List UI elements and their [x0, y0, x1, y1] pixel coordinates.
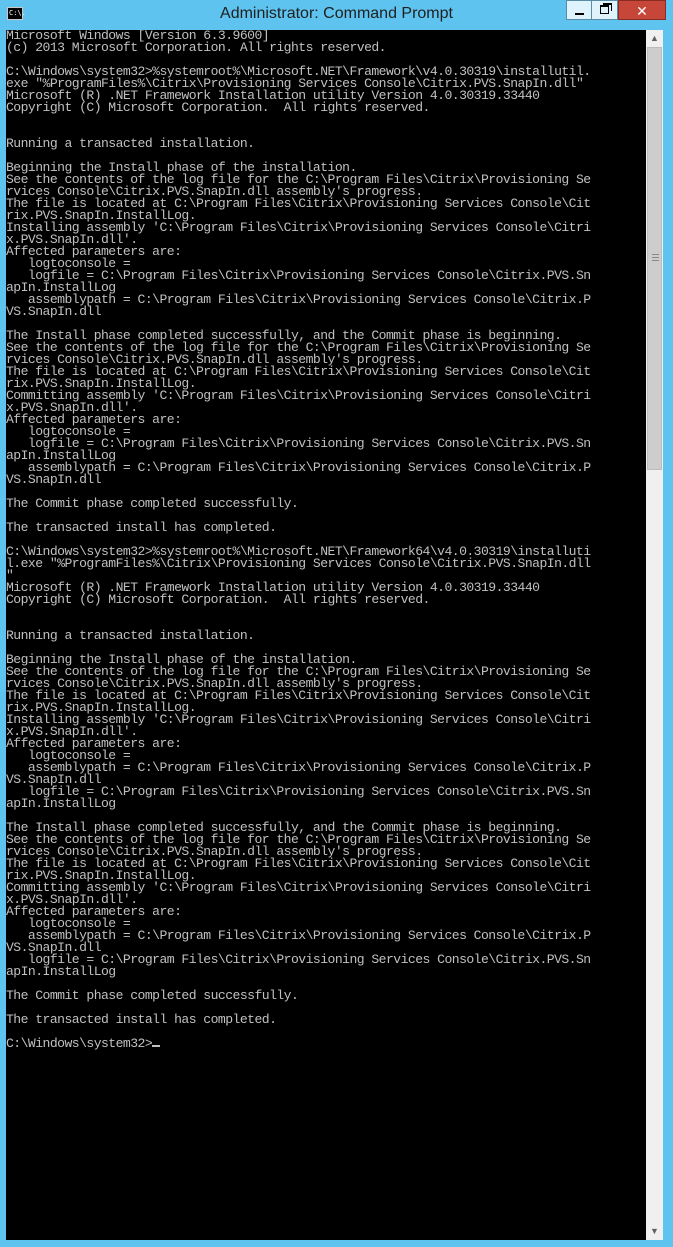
console-line: logtoconsole = — [27, 916, 131, 931]
console-line: The Install phase completed successfully, and the Commit phase is beginning. — [6, 328, 562, 343]
console-line: " — [6, 568, 14, 583]
restore-icon — [600, 5, 609, 14]
console-line: Beginning the Install phase of the installation. — [6, 652, 357, 667]
console-line: Microsoft (R) .NET Framework Installation utility Version 4.0.30319.33440 — [6, 580, 540, 595]
console-line: VS.SnapIn.dll — [6, 472, 101, 487]
console-line: apIn.InstallLog — [6, 448, 116, 463]
console-line: Affected parameters are: — [6, 736, 182, 751]
console-line: Installing assembly 'C:\Program Files\Citrix\Provisioning Services Console\Citri — [6, 220, 591, 235]
console-line: The Commit phase completed successfully. — [6, 496, 299, 511]
console-line: logtoconsole = — [27, 424, 131, 439]
title-bar[interactable] — [0, 0, 673, 30]
console-line: apIn.InstallLog — [6, 964, 116, 979]
console-line: Copyright (C) Microsoft Corporation. All rights reserved. — [6, 100, 430, 115]
console-prompt[interactable]: C:\Windows\system32> — [6, 1036, 153, 1051]
console-line: logfile = C:\Program Files\Citrix\Provisioning Services Console\Citrix.PVS.Sn — [27, 952, 591, 967]
console-line: rvices Console\Citrix.PVS.SnapIn.dll assembly's progress. — [6, 184, 423, 199]
console-line: Microsoft Windows [Version 6.3.9600] — [6, 30, 270, 43]
close-button[interactable] — [618, 0, 666, 20]
console-line: Installing assembly 'C:\Program Files\Citrix\Provisioning Services Console\Citri — [6, 712, 591, 727]
console-line: See the contents of the log file for the C:\Program Files\Citrix\Provisioning Se — [6, 340, 591, 355]
console-line: logfile = C:\Program Files\Citrix\Provisioning Services Console\Citrix.PVS.Sn — [27, 784, 591, 799]
console-line: logfile = C:\Program Files\Citrix\Provisioning Services Console\Citrix.PVS.Sn — [27, 268, 591, 283]
console-line: Committing assembly 'C:\Program Files\Citrix\Provisioning Services Console\Citri — [6, 388, 591, 403]
console-line: The transacted install has completed. — [6, 1012, 277, 1027]
console-line: C:\Windows\system32>%systemroot%\Microsoft.NET\Framework64\v4.0.30319\installuti — [6, 544, 591, 559]
console-text[interactable] — [6, 30, 646, 1050]
console-line: Affected parameters are: — [6, 412, 182, 427]
scroll-down-arrow-icon[interactable]: ▼ — [646, 1223, 663, 1240]
console-line: assemblypath = C:\Program Files\Citrix\Provisioning Services Console\Citrix.P — [27, 292, 591, 307]
console-line: Affected parameters are: — [6, 904, 182, 919]
console-line: See the contents of the log file for the C:\Program Files\Citrix\Provisioning Se — [6, 832, 591, 847]
console-line: logfile = C:\Program Files\Citrix\Provisioning Services Console\Citrix.PVS.Sn — [27, 436, 591, 451]
console-line: VS.SnapIn.dll — [6, 304, 101, 319]
console-line: exe "%ProgramFiles%\Citrix\Provisioning Services Console\Citrix.PVS.SnapIn.dll" — [6, 76, 584, 91]
console-line: The transacted install has completed. — [6, 520, 277, 535]
console-line: Affected parameters are: — [6, 244, 182, 259]
close-icon: ✕ — [636, 4, 648, 20]
scroll-up-arrow-icon[interactable]: ▲ — [646, 30, 663, 47]
console-line: The Commit phase completed successfully. — [6, 988, 299, 1003]
console-line: assemblypath = C:\Program Files\Citrix\Provisioning Services Console\Citrix.P — [27, 928, 591, 943]
console-line: rvices Console\Citrix.PVS.SnapIn.dll assembly's progress. — [6, 352, 423, 367]
restore-button[interactable] — [592, 0, 618, 20]
console-line: apIn.InstallLog — [6, 796, 116, 811]
console-line: Running a transacted installation. — [6, 136, 255, 151]
console-line: rix.PVS.SnapIn.InstallLog. — [6, 868, 196, 883]
console-line: VS.SnapIn.dll — [6, 940, 101, 955]
console-line: The file is located at C:\Program Files\Citrix\Provisioning Services Console\Cit — [6, 688, 591, 703]
cmd-app-icon[interactable]: C:\. — [7, 7, 23, 20]
console-line: Beginning the Install phase of the installation. — [6, 160, 357, 175]
text-cursor — [152, 1045, 160, 1047]
vertical-scrollbar[interactable] — [646, 30, 663, 1240]
scrollbar-thumb[interactable] — [647, 47, 662, 470]
console-line: VS.SnapIn.dll — [6, 772, 101, 787]
console-line: rvices Console\Citrix.PVS.SnapIn.dll assembly's progress. — [6, 844, 423, 859]
console-line: Committing assembly 'C:\Program Files\Citrix\Provisioning Services Console\Citri — [6, 880, 591, 895]
console-line: The file is located at C:\Program Files\Citrix\Provisioning Services Console\Cit — [6, 364, 591, 379]
minimize-button[interactable] — [566, 0, 592, 20]
console-line: Copyright (C) Microsoft Corporation. All rights reserved. — [6, 592, 430, 607]
console-line: x.PVS.SnapIn.dll'. — [6, 400, 138, 415]
console-line: assemblypath = C:\Program Files\Citrix\Provisioning Services Console\Citrix.P — [27, 460, 591, 475]
console-line: Microsoft (R) .NET Framework Installation utility Version 4.0.30319.33440 — [6, 88, 540, 103]
console-line: logtoconsole = — [27, 748, 131, 763]
console-line: l.exe "%ProgramFiles%\Citrix\Provisioning Services Console\Citrix.PVS.SnapIn.dll — [6, 556, 591, 571]
console-line: Running a transacted installation. — [6, 628, 255, 643]
console-output[interactable] — [6, 30, 646, 1240]
console-line: rix.PVS.SnapIn.InstallLog. — [6, 376, 196, 391]
console-line: The Install phase completed successfully, and the Commit phase is beginning. — [6, 820, 562, 835]
console-line: See the contents of the log file for the C:\Program Files\Citrix\Provisioning Se — [6, 172, 591, 187]
console-line: x.PVS.SnapIn.dll'. — [6, 724, 138, 739]
console-line: apIn.InstallLog — [6, 280, 116, 295]
console-line: See the contents of the log file for the C:\Program Files\Citrix\Provisioning Se — [6, 664, 591, 679]
console-line: x.PVS.SnapIn.dll'. — [6, 232, 138, 247]
console-line: x.PVS.SnapIn.dll'. — [6, 892, 138, 907]
window-title: Administrator: Command Prompt — [220, 5, 453, 22]
console-line: rix.PVS.SnapIn.InstallLog. — [6, 208, 196, 223]
console-line: The file is located at C:\Program Files\Citrix\Provisioning Services Console\Cit — [6, 856, 591, 871]
console-line: logtoconsole = — [27, 256, 131, 271]
console-line: The file is located at C:\Program Files\Citrix\Provisioning Services Console\Cit — [6, 196, 591, 211]
console-line: (c) 2013 Microsoft Corporation. All rights reserved. — [6, 40, 386, 55]
console-line: rvices Console\Citrix.PVS.SnapIn.dll assembly's progress. — [6, 676, 423, 691]
minimize-icon — [575, 13, 584, 15]
grip-icon — [652, 254, 659, 261]
console-line: rix.PVS.SnapIn.InstallLog. — [6, 700, 196, 715]
console-line: C:\Windows\system32>%systemroot%\Microsoft.NET\Framework\v4.0.30319\installutil. — [6, 64, 591, 79]
console-line: assemblypath = C:\Program Files\Citrix\Provisioning Services Console\Citrix.P — [27, 760, 591, 775]
